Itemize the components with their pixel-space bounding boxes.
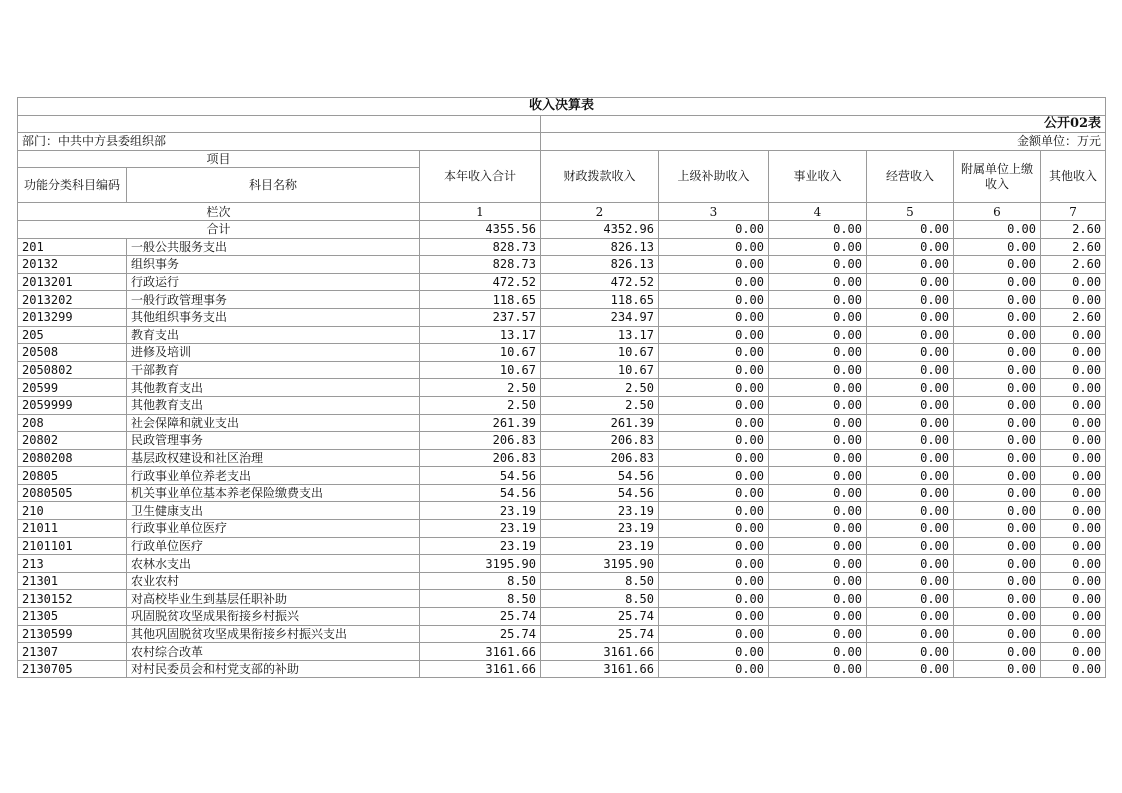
amount-cell: 0.00 bbox=[1041, 502, 1106, 520]
amount-cell: 0.00 bbox=[659, 344, 769, 362]
subject-code: 2130152 bbox=[18, 590, 127, 608]
amount-cell: 0.00 bbox=[954, 572, 1041, 590]
table-row bbox=[18, 643, 1106, 661]
total-label: 合计 bbox=[18, 220, 420, 238]
amount-cell: 0.00 bbox=[1041, 379, 1106, 397]
amount-cell: 0.00 bbox=[867, 502, 954, 520]
amount-cell: 828.73 bbox=[420, 256, 541, 274]
subject-name: 组织事务 bbox=[127, 256, 420, 274]
subject-name: 行政事业单位养老支出 bbox=[127, 467, 420, 485]
amount-cell: 3161.66 bbox=[420, 643, 541, 661]
subject-name: 行政运行 bbox=[127, 273, 420, 291]
amount-cell: 0.00 bbox=[954, 291, 1041, 309]
amount-cell: 0.00 bbox=[659, 537, 769, 555]
subject-code: 21307 bbox=[18, 643, 127, 661]
header-col-2: 财政拨款收入 bbox=[541, 150, 659, 203]
amount-cell: 0.00 bbox=[769, 256, 867, 274]
amount-cell: 472.52 bbox=[541, 273, 659, 291]
amount-cell: 13.17 bbox=[541, 326, 659, 344]
amount-cell: 0.00 bbox=[1041, 291, 1106, 309]
amount-cell: 0.00 bbox=[954, 344, 1041, 362]
amount-cell: 0.00 bbox=[867, 291, 954, 309]
amount-cell: 0.00 bbox=[954, 326, 1041, 344]
subject-name: 民政管理事务 bbox=[127, 432, 420, 450]
column-index-row bbox=[18, 203, 1106, 221]
amount-cell: 0.00 bbox=[769, 344, 867, 362]
table-row bbox=[18, 326, 1106, 344]
form-number: 公开02表 bbox=[541, 115, 1106, 133]
amount-cell: 0.00 bbox=[954, 520, 1041, 538]
subject-name: 农业农村 bbox=[127, 572, 420, 590]
amount-cell: 0.00 bbox=[659, 660, 769, 678]
subject-name: 机关事业单位基本养老保险缴费支出 bbox=[127, 484, 420, 502]
amount-cell: 0.00 bbox=[1041, 326, 1106, 344]
amount-cell: 0.00 bbox=[1041, 537, 1106, 555]
amount-cell: 0.00 bbox=[769, 467, 867, 485]
amount-cell: 206.83 bbox=[541, 432, 659, 450]
amount-cell: 0.00 bbox=[659, 273, 769, 291]
subject-code: 20132 bbox=[18, 256, 127, 274]
amount-cell: 10.67 bbox=[420, 361, 541, 379]
amount-cell: 2.50 bbox=[420, 396, 541, 414]
amount-cell: 3161.66 bbox=[420, 660, 541, 678]
amount-cell: 0.00 bbox=[659, 449, 769, 467]
amount-cell: 826.13 bbox=[541, 256, 659, 274]
amount-cell: 0.00 bbox=[769, 625, 867, 643]
table-row bbox=[18, 379, 1106, 397]
table-row bbox=[18, 273, 1106, 291]
total-value: 4352.96 bbox=[541, 220, 659, 238]
amount-cell: 23.19 bbox=[420, 520, 541, 538]
amount-cell: 3195.90 bbox=[541, 555, 659, 573]
header-col-7: 其他收入 bbox=[1041, 150, 1106, 203]
amount-cell: 0.00 bbox=[1041, 396, 1106, 414]
subject-code: 208 bbox=[18, 414, 127, 432]
table-title: 收入决算表 bbox=[18, 98, 1106, 116]
table-row bbox=[18, 520, 1106, 538]
amount-cell: 234.97 bbox=[541, 308, 659, 326]
form-number-row bbox=[18, 115, 1106, 133]
table-row bbox=[18, 361, 1106, 379]
table-row bbox=[18, 537, 1106, 555]
amount-cell: 0.00 bbox=[1041, 590, 1106, 608]
amount-cell: 0.00 bbox=[1041, 608, 1106, 626]
total-value: 0.00 bbox=[954, 220, 1041, 238]
amount-cell: 0.00 bbox=[659, 467, 769, 485]
amount-cell: 0.00 bbox=[954, 467, 1041, 485]
amount-cell: 0.00 bbox=[1041, 432, 1106, 450]
header-item: 项目 bbox=[18, 150, 420, 168]
amount-cell: 0.00 bbox=[769, 572, 867, 590]
amount-cell: 118.65 bbox=[541, 291, 659, 309]
amount-cell: 261.39 bbox=[420, 414, 541, 432]
amount-cell: 13.17 bbox=[420, 326, 541, 344]
amount-cell: 3195.90 bbox=[420, 555, 541, 573]
amount-cell: 0.00 bbox=[1041, 467, 1106, 485]
amount-cell: 0.00 bbox=[954, 537, 1041, 555]
subject-name: 巩固脱贫攻坚成果衔接乡村振兴 bbox=[127, 608, 420, 626]
amount-cell: 23.19 bbox=[541, 502, 659, 520]
form-number-blank bbox=[18, 115, 541, 133]
table-row bbox=[18, 414, 1106, 432]
column-index-5: 5 bbox=[867, 203, 954, 221]
column-index-label: 栏次 bbox=[18, 203, 420, 221]
column-index-6: 6 bbox=[954, 203, 1041, 221]
amount-cell: 0.00 bbox=[867, 396, 954, 414]
table-row bbox=[18, 449, 1106, 467]
amount-cell: 0.00 bbox=[769, 590, 867, 608]
amount-cell: 0.00 bbox=[769, 273, 867, 291]
amount-cell: 0.00 bbox=[867, 520, 954, 538]
amount-cell: 0.00 bbox=[659, 414, 769, 432]
subject-code: 21305 bbox=[18, 608, 127, 626]
title-row bbox=[18, 98, 1106, 116]
amount-cell: 0.00 bbox=[659, 590, 769, 608]
unit-label: 金额单位：万元 bbox=[541, 133, 1106, 151]
amount-cell: 0.00 bbox=[769, 432, 867, 450]
amount-cell: 0.00 bbox=[659, 520, 769, 538]
amount-cell: 0.00 bbox=[1041, 643, 1106, 661]
subject-code: 20599 bbox=[18, 379, 127, 397]
amount-cell: 0.00 bbox=[1041, 625, 1106, 643]
table-row bbox=[18, 396, 1106, 414]
amount-cell: 206.83 bbox=[420, 432, 541, 450]
amount-cell: 54.56 bbox=[541, 484, 659, 502]
amount-cell: 0.00 bbox=[659, 625, 769, 643]
table-row bbox=[18, 608, 1106, 626]
amount-cell: 0.00 bbox=[659, 484, 769, 502]
amount-cell: 0.00 bbox=[867, 432, 954, 450]
amount-cell: 0.00 bbox=[867, 467, 954, 485]
amount-cell: 0.00 bbox=[867, 590, 954, 608]
subject-name: 干部教育 bbox=[127, 361, 420, 379]
amount-cell: 0.00 bbox=[659, 502, 769, 520]
subject-code: 201 bbox=[18, 238, 127, 256]
column-index-1: 1 bbox=[420, 203, 541, 221]
amount-cell: 0.00 bbox=[769, 361, 867, 379]
amount-cell: 0.00 bbox=[954, 361, 1041, 379]
amount-cell: 2.50 bbox=[541, 379, 659, 397]
amount-cell: 0.00 bbox=[659, 555, 769, 573]
subject-name: 行政事业单位医疗 bbox=[127, 520, 420, 538]
amount-cell: 0.00 bbox=[769, 396, 867, 414]
amount-cell: 0.00 bbox=[769, 449, 867, 467]
amount-cell: 0.00 bbox=[659, 379, 769, 397]
total-value: 0.00 bbox=[659, 220, 769, 238]
header-col-4: 事业收入 bbox=[769, 150, 867, 203]
amount-cell: 0.00 bbox=[769, 643, 867, 661]
subject-code: 2130705 bbox=[18, 660, 127, 678]
amount-cell: 23.19 bbox=[420, 537, 541, 555]
amount-cell: 0.00 bbox=[769, 379, 867, 397]
subject-code: 20805 bbox=[18, 467, 127, 485]
subject-name: 对高校毕业生到基层任职补助 bbox=[127, 590, 420, 608]
amount-cell: 0.00 bbox=[659, 256, 769, 274]
amount-cell: 0.00 bbox=[867, 361, 954, 379]
subject-name: 对村民委员会和村党支部的补助 bbox=[127, 660, 420, 678]
table-row bbox=[18, 555, 1106, 573]
amount-cell: 0.00 bbox=[769, 537, 867, 555]
column-index-2: 2 bbox=[541, 203, 659, 221]
amount-cell: 826.13 bbox=[541, 238, 659, 256]
amount-cell: 0.00 bbox=[769, 502, 867, 520]
table-row bbox=[18, 625, 1106, 643]
amount-cell: 0.00 bbox=[867, 643, 954, 661]
amount-cell: 0.00 bbox=[954, 590, 1041, 608]
amount-cell: 206.83 bbox=[541, 449, 659, 467]
amount-cell: 0.00 bbox=[954, 256, 1041, 274]
subject-name: 农林水支出 bbox=[127, 555, 420, 573]
header-col-6: 附属单位上缴收入 bbox=[954, 150, 1041, 203]
amount-cell: 0.00 bbox=[954, 625, 1041, 643]
subject-name: 其他组织事务支出 bbox=[127, 308, 420, 326]
amount-cell: 10.67 bbox=[541, 361, 659, 379]
amount-cell: 0.00 bbox=[1041, 555, 1106, 573]
amount-cell: 0.00 bbox=[1041, 520, 1106, 538]
amount-cell: 0.00 bbox=[954, 608, 1041, 626]
amount-cell: 0.00 bbox=[867, 238, 954, 256]
amount-cell: 8.50 bbox=[541, 572, 659, 590]
table-row bbox=[18, 467, 1106, 485]
amount-cell: 0.00 bbox=[1041, 449, 1106, 467]
amount-cell: 0.00 bbox=[1041, 361, 1106, 379]
department-label: 部门：中共中方县委组织部 bbox=[18, 133, 541, 151]
amount-cell: 8.50 bbox=[541, 590, 659, 608]
header-name: 科目名称 bbox=[127, 168, 420, 203]
amount-cell: 10.67 bbox=[420, 344, 541, 362]
column-index-3: 3 bbox=[659, 203, 769, 221]
amount-cell: 0.00 bbox=[954, 238, 1041, 256]
table-row bbox=[18, 660, 1106, 678]
subject-name: 社会保障和就业支出 bbox=[127, 414, 420, 432]
subject-code: 2059999 bbox=[18, 396, 127, 414]
amount-cell: 0.00 bbox=[769, 308, 867, 326]
table-row bbox=[18, 590, 1106, 608]
subject-code: 20508 bbox=[18, 344, 127, 362]
amount-cell: 0.00 bbox=[659, 361, 769, 379]
subject-name: 其他教育支出 bbox=[127, 396, 420, 414]
amount-cell: 0.00 bbox=[1041, 414, 1106, 432]
amount-cell: 25.74 bbox=[420, 625, 541, 643]
amount-cell: 0.00 bbox=[867, 414, 954, 432]
amount-cell: 118.65 bbox=[420, 291, 541, 309]
amount-cell: 23.19 bbox=[420, 502, 541, 520]
table-row bbox=[18, 572, 1106, 590]
header-col-1: 本年收入合计 bbox=[420, 150, 541, 203]
amount-cell: 0.00 bbox=[659, 643, 769, 661]
amount-cell: 0.00 bbox=[867, 379, 954, 397]
amount-cell: 0.00 bbox=[769, 414, 867, 432]
amount-cell: 0.00 bbox=[954, 308, 1041, 326]
subject-name: 行政单位医疗 bbox=[127, 537, 420, 555]
amount-cell: 0.00 bbox=[867, 256, 954, 274]
amount-cell: 25.74 bbox=[541, 608, 659, 626]
amount-cell: 0.00 bbox=[1041, 273, 1106, 291]
amount-cell: 0.00 bbox=[867, 273, 954, 291]
table-row bbox=[18, 484, 1106, 502]
amount-cell: 0.00 bbox=[867, 344, 954, 362]
amount-cell: 0.00 bbox=[867, 660, 954, 678]
amount-cell: 0.00 bbox=[659, 326, 769, 344]
subject-code: 21011 bbox=[18, 520, 127, 538]
subject-code: 2013299 bbox=[18, 308, 127, 326]
amount-cell: 206.83 bbox=[420, 449, 541, 467]
subject-code: 213 bbox=[18, 555, 127, 573]
subject-name: 教育支出 bbox=[127, 326, 420, 344]
total-value: 0.00 bbox=[769, 220, 867, 238]
subject-code: 2080505 bbox=[18, 484, 127, 502]
amount-cell: 3161.66 bbox=[541, 660, 659, 678]
subject-code: 2013201 bbox=[18, 273, 127, 291]
amount-cell: 0.00 bbox=[1041, 572, 1106, 590]
amount-cell: 0.00 bbox=[867, 625, 954, 643]
amount-cell: 25.74 bbox=[420, 608, 541, 626]
amount-cell: 2.60 bbox=[1041, 238, 1106, 256]
total-value: 2.60 bbox=[1041, 220, 1106, 238]
amount-cell: 0.00 bbox=[954, 484, 1041, 502]
subject-code: 20802 bbox=[18, 432, 127, 450]
amount-cell: 0.00 bbox=[867, 308, 954, 326]
table-row bbox=[18, 256, 1106, 274]
subject-name: 卫生健康支出 bbox=[127, 502, 420, 520]
header-col-5: 经营收入 bbox=[867, 150, 954, 203]
amount-cell: 2.60 bbox=[1041, 308, 1106, 326]
amount-cell: 2.60 bbox=[1041, 256, 1106, 274]
subject-code: 2013202 bbox=[18, 291, 127, 309]
column-index-4: 4 bbox=[769, 203, 867, 221]
amount-cell: 0.00 bbox=[954, 555, 1041, 573]
amount-cell: 54.56 bbox=[541, 467, 659, 485]
amount-cell: 0.00 bbox=[769, 660, 867, 678]
table-row bbox=[18, 344, 1106, 362]
table-row bbox=[18, 291, 1106, 309]
amount-cell: 0.00 bbox=[769, 520, 867, 538]
amount-cell: 2.50 bbox=[420, 379, 541, 397]
income-final-accounts-table bbox=[17, 97, 1106, 678]
subject-code: 2101101 bbox=[18, 537, 127, 555]
table-row bbox=[18, 432, 1106, 450]
amount-cell: 0.00 bbox=[769, 608, 867, 626]
column-index-7: 7 bbox=[1041, 203, 1106, 221]
amount-cell: 0.00 bbox=[954, 432, 1041, 450]
amount-cell: 0.00 bbox=[867, 572, 954, 590]
amount-cell: 0.00 bbox=[659, 432, 769, 450]
header-code: 功能分类科目编码 bbox=[18, 168, 127, 203]
amount-cell: 0.00 bbox=[867, 449, 954, 467]
amount-cell: 0.00 bbox=[659, 238, 769, 256]
amount-cell: 0.00 bbox=[954, 449, 1041, 467]
subject-name: 基层政权建设和社区治理 bbox=[127, 449, 420, 467]
amount-cell: 0.00 bbox=[954, 414, 1041, 432]
amount-cell: 0.00 bbox=[954, 273, 1041, 291]
subject-name: 一般行政管理事务 bbox=[127, 291, 420, 309]
amount-cell: 237.57 bbox=[420, 308, 541, 326]
amount-cell: 0.00 bbox=[769, 238, 867, 256]
subject-name: 进修及培训 bbox=[127, 344, 420, 362]
amount-cell: 0.00 bbox=[867, 537, 954, 555]
amount-cell: 0.00 bbox=[954, 502, 1041, 520]
amount-cell: 0.00 bbox=[659, 396, 769, 414]
amount-cell: 0.00 bbox=[769, 555, 867, 573]
amount-cell: 23.19 bbox=[541, 520, 659, 538]
amount-cell: 0.00 bbox=[954, 660, 1041, 678]
subject-code: 2080208 bbox=[18, 449, 127, 467]
amount-cell: 0.00 bbox=[954, 643, 1041, 661]
amount-cell: 3161.66 bbox=[541, 643, 659, 661]
amount-cell: 0.00 bbox=[659, 608, 769, 626]
subject-name: 其他教育支出 bbox=[127, 379, 420, 397]
amount-cell: 25.74 bbox=[541, 625, 659, 643]
header-row-1 bbox=[18, 150, 1106, 168]
amount-cell: 0.00 bbox=[954, 396, 1041, 414]
table-row bbox=[18, 308, 1106, 326]
amount-cell: 0.00 bbox=[1041, 660, 1106, 678]
amount-cell: 0.00 bbox=[769, 484, 867, 502]
table-row bbox=[18, 502, 1106, 520]
subject-code: 2050802 bbox=[18, 361, 127, 379]
amount-cell: 8.50 bbox=[420, 590, 541, 608]
subject-code: 205 bbox=[18, 326, 127, 344]
total-value: 4355.56 bbox=[420, 220, 541, 238]
amount-cell: 0.00 bbox=[867, 555, 954, 573]
amount-cell: 0.00 bbox=[659, 308, 769, 326]
amount-cell: 0.00 bbox=[659, 291, 769, 309]
table-row bbox=[18, 238, 1106, 256]
amount-cell: 828.73 bbox=[420, 238, 541, 256]
amount-cell: 8.50 bbox=[420, 572, 541, 590]
amount-cell: 23.19 bbox=[541, 537, 659, 555]
subject-code: 210 bbox=[18, 502, 127, 520]
subject-name: 其他巩固脱贫攻坚成果衔接乡村振兴支出 bbox=[127, 625, 420, 643]
header-col-3: 上级补助收入 bbox=[659, 150, 769, 203]
subject-code: 21301 bbox=[18, 572, 127, 590]
amount-cell: 0.00 bbox=[769, 291, 867, 309]
total-value: 0.00 bbox=[867, 220, 954, 238]
amount-cell: 0.00 bbox=[1041, 484, 1106, 502]
amount-cell: 54.56 bbox=[420, 467, 541, 485]
amount-cell: 0.00 bbox=[1041, 344, 1106, 362]
amount-cell: 0.00 bbox=[769, 326, 867, 344]
total-row bbox=[18, 220, 1106, 238]
amount-cell: 0.00 bbox=[954, 379, 1041, 397]
amount-cell: 261.39 bbox=[541, 414, 659, 432]
amount-cell: 54.56 bbox=[420, 484, 541, 502]
subject-name: 一般公共服务支出 bbox=[127, 238, 420, 256]
amount-cell: 0.00 bbox=[867, 484, 954, 502]
amount-cell: 0.00 bbox=[659, 572, 769, 590]
amount-cell: 2.50 bbox=[541, 396, 659, 414]
amount-cell: 0.00 bbox=[867, 608, 954, 626]
subject-code: 2130599 bbox=[18, 625, 127, 643]
department-row bbox=[18, 133, 1106, 151]
amount-cell: 472.52 bbox=[420, 273, 541, 291]
subject-name: 农村综合改革 bbox=[127, 643, 420, 661]
amount-cell: 10.67 bbox=[541, 344, 659, 362]
amount-cell: 0.00 bbox=[867, 326, 954, 344]
